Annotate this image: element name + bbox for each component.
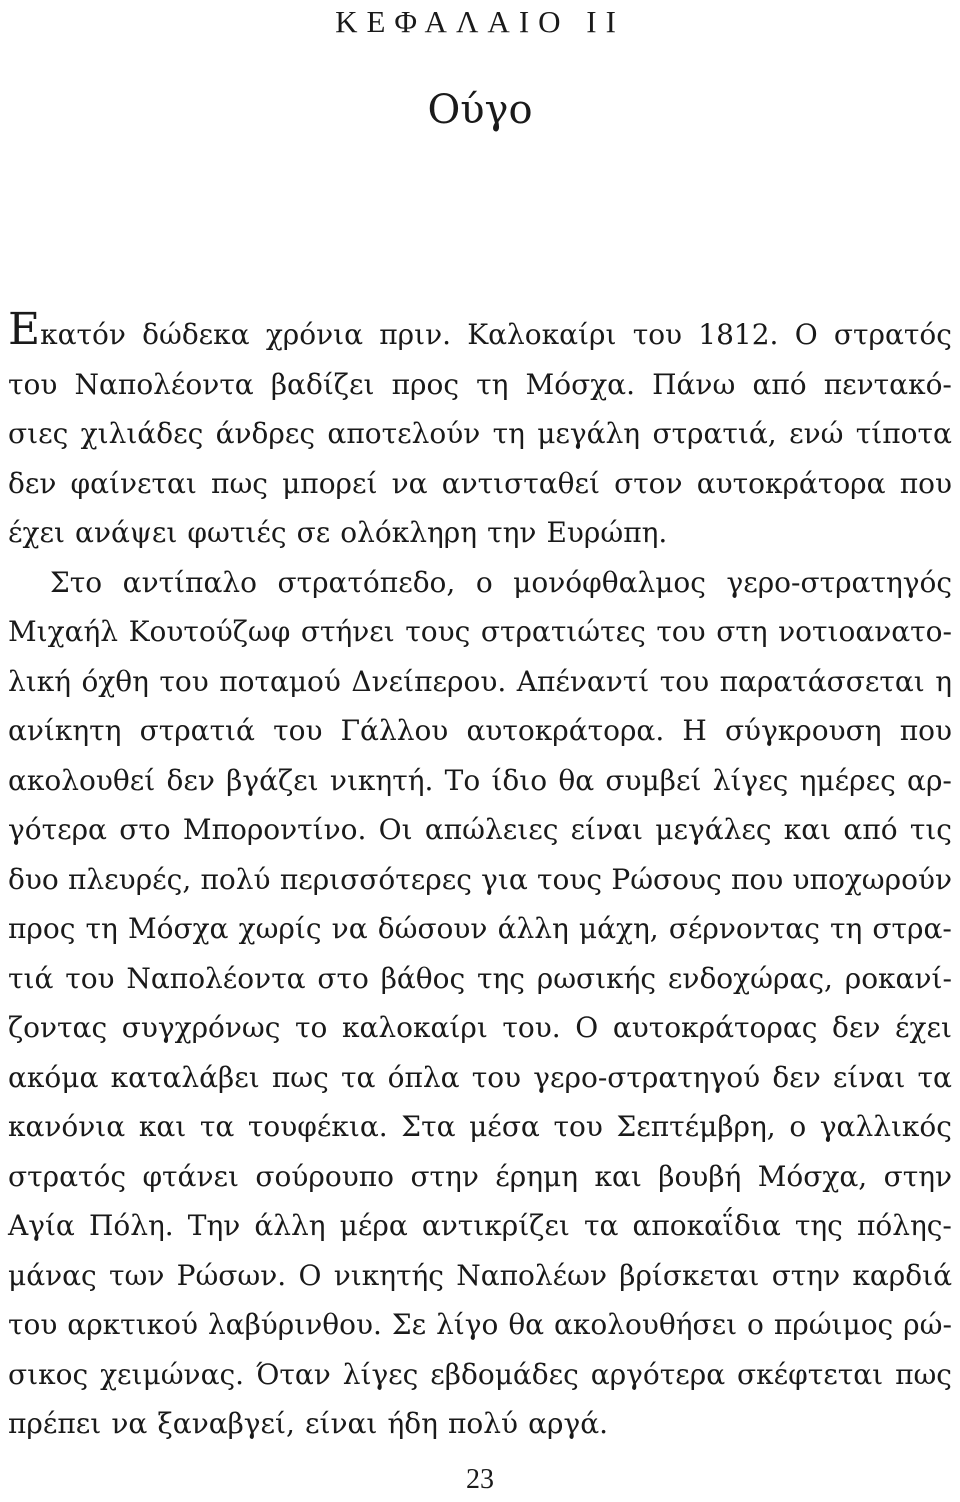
word: είναι <box>305 1407 378 1440</box>
word: από <box>752 367 807 401</box>
word: στρατιά, <box>652 417 777 450</box>
word: στρα- <box>872 912 952 945</box>
word: πρώιμος <box>773 1308 894 1341</box>
word: και <box>138 1110 187 1143</box>
word: τους <box>405 615 471 648</box>
word: τους <box>537 862 603 896</box>
word: πριν. <box>379 318 451 351</box>
word: σύγκρουση <box>724 714 882 747</box>
word: στήνει <box>300 615 395 648</box>
word: ρώ- <box>903 1308 952 1341</box>
word: φωτιές <box>187 516 287 549</box>
text-line <box>8 756 952 806</box>
word: μπορεί <box>282 466 378 500</box>
word: αντικρίζει <box>421 1209 570 1242</box>
word: που <box>731 862 784 896</box>
word: ροκανί- <box>844 961 952 995</box>
word: Σε <box>391 1308 427 1341</box>
word: βάθος <box>380 961 466 995</box>
text-line <box>8 558 952 608</box>
word: του <box>65 961 115 995</box>
word: στρατιώτες <box>480 615 646 648</box>
text-line <box>8 1251 952 1301</box>
word: τίποτα <box>855 417 952 450</box>
word: Η <box>682 714 707 747</box>
word: να <box>391 466 428 500</box>
word: μέρα <box>339 1209 408 1242</box>
word: της <box>794 1209 843 1242</box>
word: γερο-στρατηγός <box>726 565 952 599</box>
word: ίδιο <box>491 763 548 797</box>
word: ζοντας <box>8 1011 108 1044</box>
word: του <box>159 664 209 698</box>
word: Ναπολέων <box>456 1258 607 1292</box>
word: Στα <box>401 1110 456 1143</box>
word: Ο <box>298 1258 322 1292</box>
word: να <box>331 912 368 945</box>
word: Πόλη. <box>88 1209 174 1242</box>
word: Την <box>187 1209 241 1242</box>
text-line <box>8 409 952 459</box>
word: χιλιάδες <box>80 417 204 450</box>
page-number: 23 <box>466 1464 494 1495</box>
word: του <box>8 1308 58 1341</box>
word: και <box>594 1159 642 1193</box>
chapter-label: ΚΕΦΑΛΑΙΟ ΙΙ <box>335 4 625 39</box>
word: ημέρες <box>799 763 896 797</box>
word: λική <box>8 664 71 698</box>
word: την <box>487 516 537 549</box>
word: περισσότερες <box>279 862 472 896</box>
word: άλλη <box>254 1209 326 1242</box>
word: στο <box>317 961 369 995</box>
word: καλοκαίρι <box>341 1011 488 1044</box>
word: απώλειες <box>424 813 559 846</box>
word: του <box>471 1060 522 1094</box>
word: έχει <box>8 516 65 549</box>
word: Καλοκαίρι <box>467 318 617 351</box>
word: χειμώνας. <box>100 1357 245 1391</box>
word: Πάνω <box>652 367 736 401</box>
word: Οι <box>378 813 413 846</box>
word: μεγάλες <box>655 813 772 846</box>
word: νικητής <box>333 1258 444 1292</box>
word: ήδη <box>387 1407 438 1440</box>
word: του <box>659 664 710 698</box>
word: στρατός <box>833 318 952 351</box>
word: που <box>899 714 952 747</box>
word: ποταμού <box>219 664 341 698</box>
word: πλευρές, <box>68 862 192 896</box>
word: αυτοκράτορα. <box>466 714 665 747</box>
word: λίγο <box>436 1308 499 1341</box>
word: γότερα <box>8 813 107 846</box>
word: του <box>553 1110 603 1143</box>
word: πεντακό- <box>823 367 952 401</box>
word: βρίσκεται <box>619 1258 760 1292</box>
word: αποκαΐδια <box>632 1209 781 1242</box>
word: τιά <box>8 961 54 995</box>
word: σικος <box>8 1357 89 1391</box>
word: Μόσχα <box>127 912 229 945</box>
word: της <box>477 961 525 995</box>
word: ακόμα <box>8 1060 99 1094</box>
word: ολόκληρη <box>340 516 477 549</box>
word: προς <box>8 912 76 945</box>
word: σούρουπο <box>255 1159 394 1193</box>
word: φτάνει <box>142 1159 239 1193</box>
word: χρόνια <box>265 318 364 351</box>
word: πολύ <box>200 862 271 896</box>
word: τα <box>341 1060 376 1094</box>
word: είναι <box>570 813 644 846</box>
word: γερο-στρατηγού <box>533 1060 761 1094</box>
text-line <box>8 1350 952 1400</box>
word: συγχρόνως <box>121 1011 281 1044</box>
word: ο <box>475 565 493 599</box>
word: ανάψει <box>75 516 178 549</box>
word: δεν <box>772 1060 821 1094</box>
body-text <box>8 304 952 1449</box>
word: στην <box>771 1258 841 1292</box>
word: του <box>273 714 323 747</box>
word: στρατός <box>8 1159 127 1193</box>
word: Απέναντί <box>516 664 650 698</box>
text-line <box>8 1053 952 1103</box>
text-line <box>8 1152 952 1202</box>
word: αντίπαλο <box>122 565 257 599</box>
word: βαδίζει <box>270 367 375 401</box>
word: να <box>111 1407 148 1440</box>
text-line <box>8 855 952 905</box>
word: εβδομάδες <box>430 1357 579 1391</box>
word: λαβύρινθου. <box>207 1308 382 1341</box>
word: φαίνεται <box>70 466 197 500</box>
text-line <box>8 508 952 558</box>
text-line <box>8 904 952 954</box>
word: συμβεί <box>605 763 702 797</box>
word: πως <box>211 466 268 500</box>
word: Ναπολέοντα <box>126 961 306 995</box>
word: από <box>843 813 898 846</box>
drop-cap: Ε <box>8 304 41 355</box>
text-line <box>8 1003 952 1053</box>
word: αργά. <box>528 1407 609 1440</box>
word: Σεπτέμβρη, <box>616 1110 776 1143</box>
word: αρ- <box>907 763 952 797</box>
word: καρδιά <box>852 1258 952 1292</box>
word: Μόσχα, <box>757 1159 868 1193</box>
text-line <box>8 1201 952 1251</box>
text-line <box>8 1399 952 1449</box>
word: του <box>632 318 683 351</box>
text-line <box>8 706 952 756</box>
word: Αγία <box>8 1209 75 1242</box>
word: μονόφθαλμος <box>513 565 706 599</box>
word: Μόσχα. <box>525 367 635 401</box>
word: για <box>481 862 528 896</box>
word: στην <box>883 1159 952 1193</box>
word: όχθη <box>81 664 149 698</box>
word: νικητή. <box>329 763 434 797</box>
word: Ναπολέοντα <box>74 367 254 401</box>
text-line <box>8 607 952 657</box>
text-line <box>8 1102 952 1152</box>
word: τη <box>85 912 118 945</box>
word: κανόνια <box>8 1110 126 1143</box>
word: σε <box>296 516 331 549</box>
word: στη <box>716 615 768 648</box>
word: αυτοκράτορα <box>696 466 886 500</box>
word: θα <box>508 1308 545 1341</box>
word: Ευρώπη. <box>546 516 668 549</box>
word: καταλάβει <box>110 1060 260 1094</box>
word: Ο <box>575 1011 599 1044</box>
word: ακολουθήσει <box>554 1308 738 1341</box>
word: σκέφτεται <box>737 1357 884 1391</box>
word: τη <box>476 367 509 401</box>
word: παρατάσσεται <box>719 664 925 698</box>
word: Ο <box>794 318 818 351</box>
word: έρημη <box>495 1159 578 1193</box>
word: το <box>295 1011 328 1044</box>
word: ξαναβγεί, <box>157 1407 295 1440</box>
word: δεν <box>832 1011 881 1044</box>
word: αποτελούν <box>327 417 481 450</box>
word: ρωσικής <box>536 961 657 995</box>
word: Δνείπερου. <box>351 664 507 698</box>
word: υποχωρούν <box>792 862 952 896</box>
word: πόλης- <box>856 1209 952 1242</box>
word: αντισταθεί <box>441 466 600 500</box>
text-line <box>8 304 952 360</box>
word: τα <box>583 1209 619 1242</box>
word: τη <box>830 912 863 945</box>
word: η <box>935 664 952 698</box>
word: Μποροντίνο. <box>182 813 367 846</box>
word: έχει <box>894 1011 952 1044</box>
word: γαλλικός <box>819 1110 952 1143</box>
word: μεγάλη <box>537 417 641 450</box>
word: βγάζει <box>226 763 319 797</box>
word: ανίκητη <box>8 714 122 747</box>
word: Γάλλου <box>340 714 449 747</box>
word: στρατόπεδο, <box>277 565 456 599</box>
word: σιες <box>8 417 69 450</box>
text-line <box>8 459 952 509</box>
word: Ρώσων. <box>176 1258 287 1292</box>
word: βουβή <box>658 1159 742 1193</box>
word: τη <box>492 417 525 450</box>
word: δώδεκα <box>142 318 250 351</box>
word: μέσα <box>469 1110 540 1143</box>
word: τουφέκια. <box>247 1110 388 1143</box>
word: ο <box>789 1110 807 1143</box>
chapter-title: Ούγο <box>427 87 533 133</box>
word: Στο <box>50 565 103 599</box>
word: μάνας <box>8 1258 97 1292</box>
word: σέρνοντας <box>668 912 820 945</box>
word: στον <box>614 466 683 500</box>
word: τα <box>199 1110 235 1143</box>
word: ενδοχώρας, <box>667 961 833 995</box>
word: αυτοκράτορας <box>612 1011 818 1044</box>
word: δεν <box>8 466 57 500</box>
word: και <box>783 813 832 846</box>
word: του <box>8 367 58 401</box>
word: πως <box>271 1060 329 1094</box>
text-line <box>8 657 952 707</box>
word: στην <box>410 1159 479 1193</box>
word: προς <box>391 367 459 401</box>
word: τα <box>917 1060 952 1094</box>
word: Εκατόν <box>8 304 126 355</box>
word: ακολουθεί <box>8 763 156 797</box>
word: πρέπει <box>8 1407 102 1440</box>
word: πως <box>895 1357 952 1391</box>
word: θα <box>558 763 595 797</box>
word: λίγες <box>712 763 789 797</box>
word: 1812. <box>698 318 779 351</box>
word: Όταν <box>255 1357 331 1391</box>
word: αρκτικού <box>67 1308 199 1341</box>
word: του. <box>502 1011 561 1044</box>
word: άλλη <box>497 912 569 945</box>
word: στο <box>119 813 171 846</box>
word: Ρώσους <box>611 862 722 896</box>
word: Κουτούζωφ <box>128 615 291 648</box>
word: του <box>656 615 706 648</box>
word: που <box>899 466 952 500</box>
word: μάχη, <box>578 912 659 945</box>
word: τις <box>909 813 952 846</box>
word: πολύ <box>448 1407 519 1440</box>
word: χωρίς <box>238 912 322 945</box>
word: των <box>109 1258 165 1292</box>
word: δώσουν <box>377 912 488 945</box>
word: είναι <box>832 1060 906 1094</box>
text-line <box>8 1300 952 1350</box>
word: δυο <box>8 862 59 896</box>
word: στρατιά <box>139 714 255 747</box>
word: ενώ <box>789 417 844 450</box>
word: Το <box>444 763 481 797</box>
word: Μιχαήλ <box>8 615 119 648</box>
word: αργότερα <box>590 1357 726 1391</box>
word: λίγες <box>342 1357 419 1391</box>
text-line <box>8 954 952 1004</box>
word: δεν <box>166 763 215 797</box>
text-line <box>8 360 952 410</box>
word: νοτιοανατο- <box>778 615 952 648</box>
word: άνδρες <box>215 417 316 450</box>
word: όπλα <box>387 1060 460 1094</box>
word: ο <box>747 1308 764 1341</box>
text-line <box>8 805 952 855</box>
